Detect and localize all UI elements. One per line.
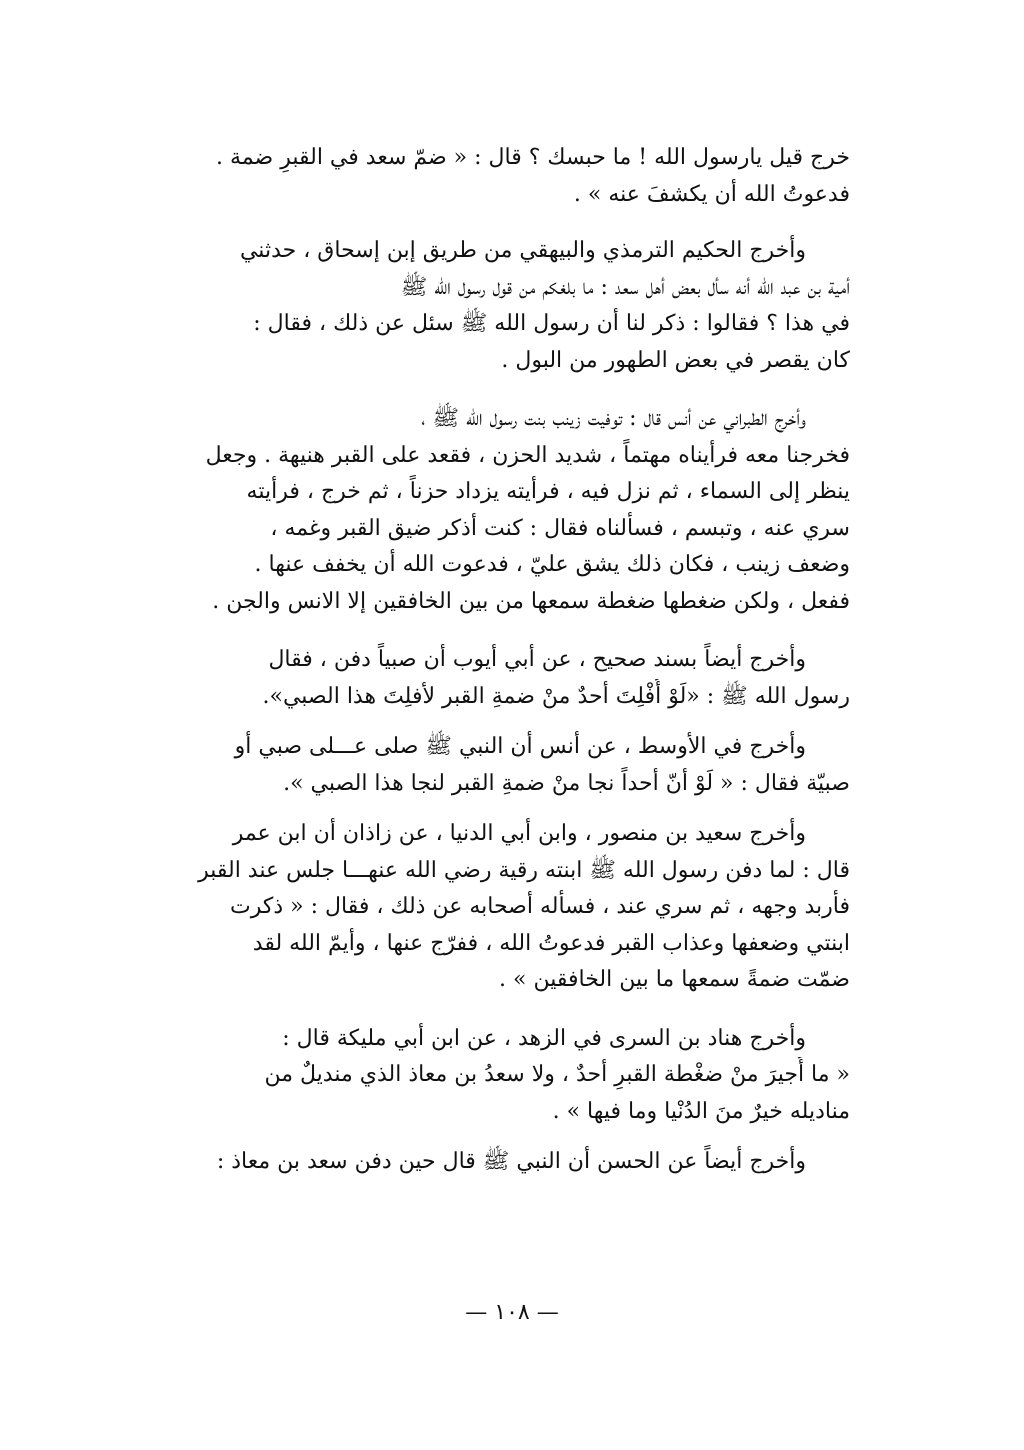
text-line: في هذا ؟ فقالوا : ذكر لنا أن رسول الله ﷺ سئل عن ذلك ، فقال :: [253, 311, 850, 336]
text-line: وأخرج الطبراني عن أنس قال : توفيت زينب بنت رسول الله ﷺ ،: [421, 406, 806, 431]
text-line: فخرجنا معه فرأيناه مهتماً ، شديد الحزن ، فقعد على القبر هنيهة . وجعل: [205, 442, 850, 468]
text-line: وأخرج أيضاً بسند صحيح ، عن أبي أيوب أن صبياً دفن ، فقال: [268, 647, 806, 672]
paragraph-3: [170, 401, 850, 620]
text-line: وأخرج أيضاً عن الحسن أن النبي ﷺ قال حين دفن سعد بن معاذ :: [216, 1149, 806, 1174]
text-line: صبيّة فقال : « لَوْ أنّ أحداً نجا منْ ضمةِ القبر لنجا هذا الصبي ».: [283, 770, 850, 796]
text-line: وأخرج في الأوسط ، عن أنس أن النبي ﷺ صلى عـــلى صبي أو: [234, 734, 806, 759]
paragraph-5: [170, 729, 850, 802]
text-line: رسول الله ﷺ : «لَوْ أُفْلِتَ أحدٌ منْ ضمةِ القبر لأفلِتَ هذا الصبي».: [262, 683, 850, 709]
text-line: خرج قيل يارسول الله ! ما حبسك ؟ قال : « ضمّ سعد في القبرِ ضمة .: [216, 145, 850, 170]
text-line: كان يقصر في بعض الطهور من البول .: [501, 347, 850, 373]
text-line: مناديله خيرٌ منَ الدُنْيا وما فيها » .: [552, 1098, 850, 1124]
paragraph-2: [170, 233, 850, 379]
text-line: ففعل ، ولكن ضغطها ضغطة سمعها من بين الخافقين إلا الانس والجن .: [212, 588, 850, 614]
page-number: — ١٠٨ —: [465, 1300, 559, 1325]
text-line: وأخرج سعيد بن منصور ، وابن أبي الدنيا ، عن زاذان أن ابن عمر: [232, 821, 806, 846]
text-line: فأربد وجهه ، ثم سري عند ، فسأله أصحابه عن ذلك ، فقال : « ذكرت: [230, 894, 850, 919]
paragraph-6: [170, 816, 850, 999]
paragraph-1: [170, 140, 850, 213]
text-line: وضعف زينب ، فكان ذلك يشق عليّ ، فدعوت الله أن يخفف عنها .: [254, 552, 850, 577]
text-line: وأخرج الحكيم الترمذي والبيهقي من طريق إبن إسحاق ، حدثني: [239, 238, 806, 263]
text-line: ضمّت ضمةً سمعها ما بين الخافقين » .: [499, 967, 850, 992]
text-line: سري عنه ، وتبسم ، فسألناه فقال : كنت أذكر ضيق القبر وغمه ،: [270, 515, 850, 541]
page-body: [170, 140, 850, 1181]
paragraph-4: [170, 642, 850, 715]
text-line: أمية بن عبد الله أنه سأل بعض أهل سعد : ما بلغكم من قول رسول الله ﷺ: [400, 274, 850, 300]
text-line: فدعوتُ الله أن يكشفَ عنه » .: [573, 181, 850, 207]
text-line: « ما أُجيرَ منْ ضغْطة القبرِ أحدٌ ، ولا سعدُ بن معاذ الذي منديلٌ من: [264, 1062, 850, 1087]
text-line: وأخرج هناد بن السرى في الزهد ، عن ابن أبي مليكة قال :: [282, 1025, 806, 1051]
text-line: قال : لما دفن رسول الله ﷺ ابنته رقية رضي الله عنهـــا جلس عند القبر: [198, 857, 850, 883]
text-line: ينظر إلى السماء ، ثم نزل فيه ، فرأيته يزداد حزناً ، ثم خرج ، فرأيته: [246, 479, 850, 504]
paragraph-8: [170, 1144, 850, 1181]
paragraph-7: [170, 1021, 850, 1131]
text-line: ابنتي وضعفها وعذاب القبر فدعوتُ الله ، ففرّج عنها ، وأيمّ الله لقد: [252, 930, 850, 956]
